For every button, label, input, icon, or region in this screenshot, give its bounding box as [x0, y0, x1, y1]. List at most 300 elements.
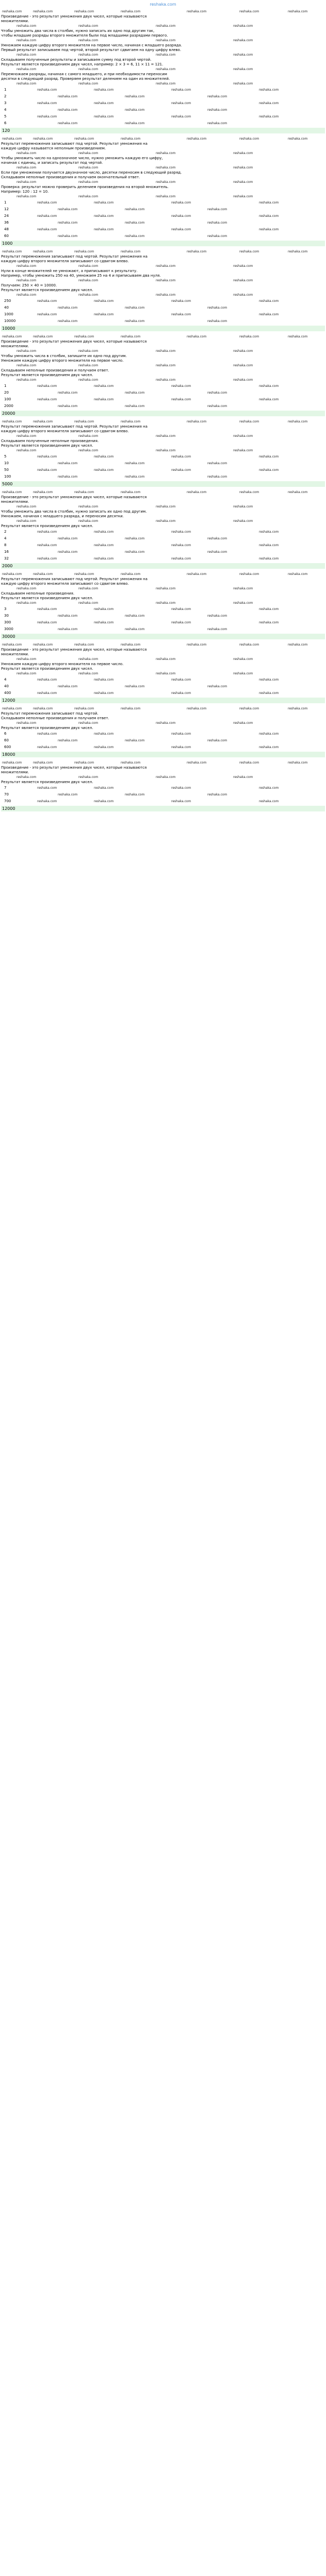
watermark-text: reshaka.com — [239, 10, 259, 13]
watermark-text: reshaka.com — [233, 293, 253, 297]
solution-section — [1, 419, 325, 487]
watermark-text: reshaka.com — [288, 10, 308, 13]
watermark-text: reshaka.com — [207, 537, 227, 540]
watermark-text: reshaka.com — [171, 468, 191, 472]
watermark-text: reshaka.com — [17, 349, 37, 353]
calculation-row — [1, 383, 325, 389]
watermark-row — [1, 334, 325, 340]
calculation-number: 16 — [4, 550, 9, 554]
calculation-number: 600 — [4, 745, 11, 749]
watermark-text: reshaka.com — [156, 601, 176, 605]
explanation-text — [1, 577, 325, 606]
watermark-text: reshaka.com — [37, 544, 57, 547]
watermark-text: reshaka.com — [2, 572, 22, 576]
watermark-text: reshaka.com — [259, 544, 279, 547]
watermark-text: reshaka.com — [17, 672, 37, 675]
watermark-text: reshaka.com — [78, 195, 99, 198]
watermark-text: reshaka.com — [125, 685, 145, 688]
watermark-text: reshaka.com — [233, 364, 253, 367]
calculation-row — [1, 791, 325, 798]
column-calculation — [1, 87, 325, 127]
watermark-text: reshaka.com — [78, 519, 99, 523]
watermark-text: reshaka.com — [156, 672, 176, 675]
watermark-text: reshaka.com — [58, 614, 78, 618]
watermark-text: reshaka.com — [171, 745, 191, 749]
explanation-line: множителями. — [1, 652, 29, 656]
watermark-text: reshaka.com — [37, 455, 57, 459]
watermark-text: reshaka.com — [94, 228, 114, 231]
watermark-text: reshaka.com — [121, 761, 141, 765]
solution-section — [1, 9, 325, 133]
watermark-text: reshaka.com — [259, 313, 279, 316]
watermark-text: reshaka.com — [156, 349, 176, 353]
watermark-text: reshaka.com — [74, 10, 94, 13]
watermark-text: reshaka.com — [207, 475, 227, 479]
watermark-text: reshaka.com — [125, 614, 145, 618]
watermark-text: reshaka.com — [288, 707, 308, 710]
answer-bar — [1, 563, 325, 569]
watermark-text: reshaka.com — [37, 115, 57, 118]
watermark-row — [1, 657, 325, 662]
watermark-text: reshaka.com — [58, 537, 78, 540]
watermark-row — [1, 38, 325, 43]
watermark-text: reshaka.com — [17, 505, 37, 509]
calculation-number: 5 — [4, 114, 7, 118]
watermark-text: reshaka.com — [207, 391, 227, 395]
watermark-text: reshaka.com — [156, 293, 176, 297]
watermark-text: reshaka.com — [37, 214, 57, 218]
watermark-row — [1, 151, 325, 156]
watermark-text: reshaka.com — [239, 761, 259, 765]
calculation-number: 50 — [4, 468, 9, 472]
watermark-text: reshaka.com — [233, 721, 253, 725]
watermark-text: reshaka.com — [156, 82, 176, 86]
calculation-row — [1, 555, 325, 562]
calculation-row — [1, 798, 325, 805]
calculation-number: 6 — [4, 121, 7, 125]
watermark-row — [1, 706, 325, 711]
explanation-line: Чтобы умножить два числа в столбик, нужно записать их одно под другим. — [1, 510, 147, 514]
calculation-number: 8 — [4, 543, 7, 547]
watermark-text: reshaka.com — [156, 67, 176, 71]
answer-value: 12000 — [2, 698, 15, 703]
watermark-text: reshaka.com — [58, 550, 78, 554]
watermark-text: reshaka.com — [233, 449, 253, 452]
calculation-row — [1, 453, 325, 460]
answer-value: 120 — [2, 128, 10, 133]
watermark-row — [1, 180, 325, 185]
watermark-text: reshaka.com — [94, 299, 114, 303]
watermark-text: reshaka.com — [78, 180, 99, 184]
watermark-row — [1, 165, 325, 171]
watermark-text: reshaka.com — [58, 404, 78, 408]
explanation-line: Нули в конце множителей не умножают, а приписывают к результату. — [1, 269, 138, 273]
watermark-text: reshaka.com — [17, 378, 37, 382]
explanation-line: Произведение - это результат умножения двух чисел, которые называются — [1, 14, 147, 19]
watermark-row — [1, 249, 325, 255]
explanation-line: десятки в следующий разряд. Проверяем результат делением на один из множителей. — [1, 77, 170, 81]
calculation-number: 24 — [4, 214, 9, 218]
watermark-row — [1, 293, 325, 298]
calculation-number: 7 — [4, 786, 7, 790]
watermark-text: reshaka.com — [207, 319, 227, 323]
column-calculation — [1, 199, 325, 240]
watermark-text: reshaka.com — [187, 137, 207, 141]
solution-section — [1, 249, 325, 331]
watermark-text: reshaka.com — [233, 775, 253, 779]
watermark-text: reshaka.com — [78, 721, 99, 725]
watermark-text: reshaka.com — [233, 53, 253, 57]
watermark-text: reshaka.com — [78, 264, 99, 268]
calculation-number: 4 — [4, 108, 7, 112]
watermark-text: reshaka.com — [187, 761, 207, 765]
watermark-text: reshaka.com — [58, 108, 78, 112]
content — [0, 8, 326, 811]
watermark-text: reshaka.com — [239, 490, 259, 494]
watermark-text: reshaka.com — [17, 180, 37, 184]
explanation-line: Первый результат записываем под чертой, второй результат сдвигаем на одну цифру влево. — [1, 48, 182, 52]
calculation-number: 48 — [4, 227, 9, 231]
watermark-text: reshaka.com — [17, 721, 37, 725]
watermark-text: reshaka.com — [156, 279, 176, 282]
watermark-text: reshaka.com — [78, 587, 99, 590]
watermark-text: reshaka.com — [37, 88, 57, 92]
watermark-text: reshaka.com — [37, 468, 57, 472]
solution-section — [1, 334, 325, 416]
watermark-row — [1, 67, 325, 72]
watermark-text: reshaka.com — [207, 234, 227, 238]
explanation-line: Складываем неполные произведения. — [1, 591, 75, 596]
watermark-text: reshaka.com — [17, 364, 37, 367]
watermark-row — [1, 137, 325, 142]
watermark-text: reshaka.com — [239, 137, 259, 141]
watermark-text: reshaka.com — [74, 761, 94, 765]
watermark-text: reshaka.com — [207, 95, 227, 98]
watermark-text: reshaka.com — [233, 378, 253, 382]
watermark-text: reshaka.com — [171, 544, 191, 547]
calculation-number: 36 — [4, 221, 9, 225]
watermark-text: reshaka.com — [125, 95, 145, 98]
watermark-text: reshaka.com — [259, 691, 279, 695]
watermark-text: reshaka.com — [288, 250, 308, 253]
watermark-text: reshaka.com — [58, 234, 78, 238]
watermark-text: reshaka.com — [125, 739, 145, 742]
calculation-row — [1, 473, 325, 480]
watermark-text: reshaka.com — [37, 678, 57, 682]
watermark-text: reshaka.com — [33, 137, 53, 141]
watermark-text: reshaka.com — [171, 621, 191, 624]
watermark-text: reshaka.com — [94, 621, 114, 624]
answer-value: 10000 — [2, 326, 15, 331]
watermark-text: reshaka.com — [239, 572, 259, 576]
watermark-text: reshaka.com — [58, 319, 78, 323]
watermark-text: reshaka.com — [288, 137, 308, 141]
watermark-text: reshaka.com — [207, 404, 227, 408]
column-calculation — [1, 731, 325, 751]
watermark-text: reshaka.com — [156, 39, 176, 42]
explanation-line: Умножаем каждую цифру второго множителя на первое число. — [1, 359, 124, 363]
watermark-text: reshaka.com — [37, 398, 57, 401]
watermark-text: reshaka.com — [17, 279, 37, 282]
answer-bar — [1, 698, 325, 703]
watermark-text: reshaka.com — [94, 455, 114, 459]
calculation-number: 400 — [4, 691, 11, 695]
watermark-text: reshaka.com — [78, 82, 99, 86]
solution-section — [1, 706, 325, 757]
watermark-text: reshaka.com — [288, 572, 308, 576]
watermark-text: reshaka.com — [94, 101, 114, 105]
calculation-number: 1 — [4, 384, 7, 388]
calculation-row — [1, 113, 325, 120]
explanation-line: Складываем неполные произведения и получаем окончательный ответ. — [1, 175, 140, 179]
calculation-number: 100 — [4, 397, 11, 401]
watermark-text: reshaka.com — [58, 208, 78, 211]
watermark-text: reshaka.com — [121, 490, 141, 494]
calculation-number: 300 — [4, 620, 11, 624]
watermark-text: reshaka.com — [288, 335, 308, 338]
watermark-text: reshaka.com — [94, 800, 114, 803]
calculation-number: 40 — [4, 684, 9, 688]
calculation-row — [1, 460, 325, 467]
calculation-row — [1, 304, 325, 311]
watermark-text: reshaka.com — [156, 519, 176, 523]
calculation-number: 2 — [4, 94, 7, 98]
watermark-text: reshaka.com — [94, 607, 114, 611]
site-title[interactable]: reshaka.com — [150, 2, 176, 7]
watermark-row — [1, 349, 325, 354]
watermark-text: reshaka.com — [17, 601, 37, 605]
watermark-text: reshaka.com — [207, 685, 227, 688]
watermark-text: reshaka.com — [233, 24, 253, 28]
watermark-text: reshaka.com — [33, 10, 53, 13]
watermark-text: reshaka.com — [74, 490, 94, 494]
watermark-text: reshaka.com — [33, 490, 53, 494]
calculation-number: 1000 — [4, 312, 13, 316]
watermark-text: reshaka.com — [156, 264, 176, 268]
watermark-text: reshaka.com — [74, 643, 94, 647]
watermark-text: reshaka.com — [78, 39, 99, 42]
watermark-text: reshaka.com — [233, 601, 253, 605]
watermark-text: reshaka.com — [58, 462, 78, 465]
watermark-text: reshaka.com — [58, 122, 78, 125]
calculation-row — [1, 626, 325, 633]
watermark-text: reshaka.com — [33, 572, 53, 576]
watermark-text: reshaka.com — [125, 221, 145, 225]
calculation-row — [1, 93, 325, 100]
watermark-row — [1, 775, 325, 780]
watermark-text: reshaka.com — [58, 475, 78, 479]
watermark-text: reshaka.com — [171, 115, 191, 118]
watermark-text: reshaka.com — [259, 384, 279, 388]
calculation-row — [1, 535, 325, 542]
watermark-text: reshaka.com — [94, 398, 114, 401]
watermark-row — [1, 448, 325, 453]
watermark-text: reshaka.com — [187, 490, 207, 494]
watermark-text: reshaka.com — [171, 530, 191, 534]
explanation-text — [1, 711, 325, 731]
calculation-number: 100 — [4, 474, 11, 479]
watermark-text: reshaka.com — [259, 607, 279, 611]
explanation-line: Умножаем каждую цифру второго множителя на первое число, начиная с младшего разряда. — [1, 43, 182, 47]
watermark-text: reshaka.com — [156, 24, 176, 28]
watermark-text: reshaka.com — [207, 739, 227, 742]
explanation-text — [1, 255, 325, 298]
watermark-text: reshaka.com — [207, 108, 227, 112]
watermark-text: reshaka.com — [121, 420, 141, 423]
watermark-text: reshaka.com — [94, 544, 114, 547]
explanation-line: начиная с единиц, и записать результат под чертой. — [1, 161, 103, 165]
watermark-text: reshaka.com — [94, 678, 114, 682]
calculation-number: 3000 — [4, 627, 13, 631]
watermark-text: reshaka.com — [2, 490, 22, 494]
watermark-text: reshaka.com — [17, 151, 37, 155]
calculation-row — [1, 87, 325, 93]
watermark-text: reshaka.com — [171, 88, 191, 92]
answer-bar — [1, 411, 325, 416]
watermark-text: reshaka.com — [233, 151, 253, 155]
calculation-row — [1, 549, 325, 555]
watermark-text: reshaka.com — [259, 101, 279, 105]
watermark-text: reshaka.com — [207, 462, 227, 465]
calculation-number: 40 — [4, 306, 9, 310]
watermark-text: reshaka.com — [259, 468, 279, 472]
answer-value: 5000 — [2, 482, 13, 486]
watermark-text: reshaka.com — [187, 643, 207, 647]
watermark-text: reshaka.com — [78, 434, 99, 438]
explanation-text — [1, 495, 325, 529]
watermark-text: reshaka.com — [78, 449, 99, 452]
explanation-line: Например: 120 : 12 = 10. — [1, 190, 49, 194]
watermark-text: reshaka.com — [78, 364, 99, 367]
watermark-text: reshaka.com — [125, 122, 145, 125]
watermark-text: reshaka.com — [288, 643, 308, 647]
watermark-text: reshaka.com — [125, 550, 145, 554]
calculation-row — [1, 219, 325, 226]
calculation-number: 30 — [4, 614, 9, 618]
calculation-number: 1 — [4, 88, 7, 92]
watermark-text: reshaka.com — [37, 101, 57, 105]
calculation-row — [1, 529, 325, 535]
watermark-text: reshaka.com — [156, 449, 176, 452]
explanation-line: Результат перемножения записывают под чертой. Результат умножения на — [1, 142, 148, 146]
watermark-row — [1, 504, 325, 510]
watermark-text: reshaka.com — [94, 115, 114, 118]
watermark-text: reshaka.com — [233, 264, 253, 268]
watermark-text: reshaka.com — [207, 306, 227, 310]
watermark-text: reshaka.com — [288, 490, 308, 494]
watermark-text: reshaka.com — [171, 398, 191, 401]
watermark-text: reshaka.com — [74, 572, 94, 576]
calculation-row — [1, 467, 325, 473]
answer-value: 18000 — [2, 752, 15, 757]
watermark-text: reshaka.com — [2, 335, 22, 338]
watermark-text: reshaka.com — [125, 234, 145, 238]
explanation-line: Произведение - это результат умножения двух чисел, которые называются — [1, 340, 147, 344]
answer-bar — [1, 752, 325, 757]
calculation-number: 10000 — [4, 319, 16, 323]
watermark-text: reshaka.com — [259, 115, 279, 118]
watermark-text: reshaka.com — [37, 621, 57, 624]
explanation-line: чтобы младшие разряды второго множителя были под младшими разрядами первого. — [1, 33, 168, 38]
calculation-row — [1, 676, 325, 683]
explanation-line: Чтобы умножить два числа в столбик, нужно записать их одно под другим так, — [1, 29, 155, 33]
watermark-text: reshaka.com — [33, 335, 53, 338]
watermark-text: reshaka.com — [259, 214, 279, 218]
watermark-text: reshaka.com — [78, 601, 99, 605]
watermark-text: reshaka.com — [121, 10, 141, 13]
watermark-text: reshaka.com — [94, 745, 114, 749]
watermark-text: reshaka.com — [78, 505, 99, 509]
answer-bar — [1, 481, 325, 487]
calculation-row — [1, 311, 325, 318]
watermark-text: reshaka.com — [259, 621, 279, 624]
column-calculation — [1, 529, 325, 562]
answer-value: 30000 — [2, 634, 15, 639]
watermark-row — [1, 378, 325, 383]
watermark-text: reshaka.com — [171, 455, 191, 459]
watermark-text: reshaka.com — [239, 420, 259, 423]
watermark-text: reshaka.com — [156, 434, 176, 438]
answer-value: 12000 — [2, 806, 15, 811]
watermark-text: reshaka.com — [2, 10, 22, 13]
watermark-text: reshaka.com — [233, 519, 253, 523]
watermark-text: reshaka.com — [156, 587, 176, 590]
watermark-text: reshaka.com — [121, 707, 141, 710]
explanation-text — [1, 340, 325, 383]
explanation-line: Перемножаем разряды, начиная с самого младшего, и при необходимости переносим — [1, 72, 167, 76]
watermark-text: reshaka.com — [125, 391, 145, 395]
watermark-text: reshaka.com — [125, 306, 145, 310]
watermark-text: reshaka.com — [233, 279, 253, 282]
explanation-line: Результат перемножения записывают под чертой. Результат умножения на — [1, 255, 148, 259]
watermark-text: reshaka.com — [171, 557, 191, 561]
watermark-row — [1, 278, 325, 283]
watermark-text: reshaka.com — [233, 195, 253, 198]
watermark-text: reshaka.com — [233, 180, 253, 184]
watermark-row — [1, 642, 325, 648]
watermark-text: reshaka.com — [156, 151, 176, 155]
explanation-line: множителями. — [1, 19, 29, 23]
watermark-text: reshaka.com — [33, 250, 53, 253]
watermark-text: reshaka.com — [259, 88, 279, 92]
calculation-row — [1, 389, 325, 396]
watermark-text: reshaka.com — [171, 732, 191, 736]
explanation-text — [1, 14, 325, 87]
explanation-line: Если при умножении получается двузначное число, десятки переносим в следующий разряд. — [1, 171, 182, 175]
watermark-text: reshaka.com — [187, 420, 207, 423]
column-calculation — [1, 298, 325, 325]
watermark-text: reshaka.com — [17, 293, 37, 297]
watermark-row — [1, 363, 325, 368]
watermark-text: reshaka.com — [37, 384, 57, 388]
calculation-number: 250 — [4, 299, 11, 303]
watermark-text: reshaka.com — [78, 53, 99, 57]
watermark-text: reshaka.com — [187, 335, 207, 338]
watermark-text: reshaka.com — [94, 214, 114, 218]
watermark-text: reshaka.com — [37, 800, 57, 803]
calculation-row — [1, 683, 325, 690]
watermark-text: reshaka.com — [74, 420, 94, 423]
watermark-text: reshaka.com — [58, 306, 78, 310]
watermark-text: reshaka.com — [125, 108, 145, 112]
watermark-row — [1, 81, 325, 87]
explanation-line: Результат является произведением двух чисел. — [1, 444, 93, 448]
answer-bar — [1, 634, 325, 639]
column-calculation — [1, 383, 325, 410]
calculation-row — [1, 199, 325, 206]
solution-section — [1, 137, 325, 246]
explanation-line: Чтобы умножить числа в столбик, запишите их одно под другим. — [1, 354, 127, 358]
